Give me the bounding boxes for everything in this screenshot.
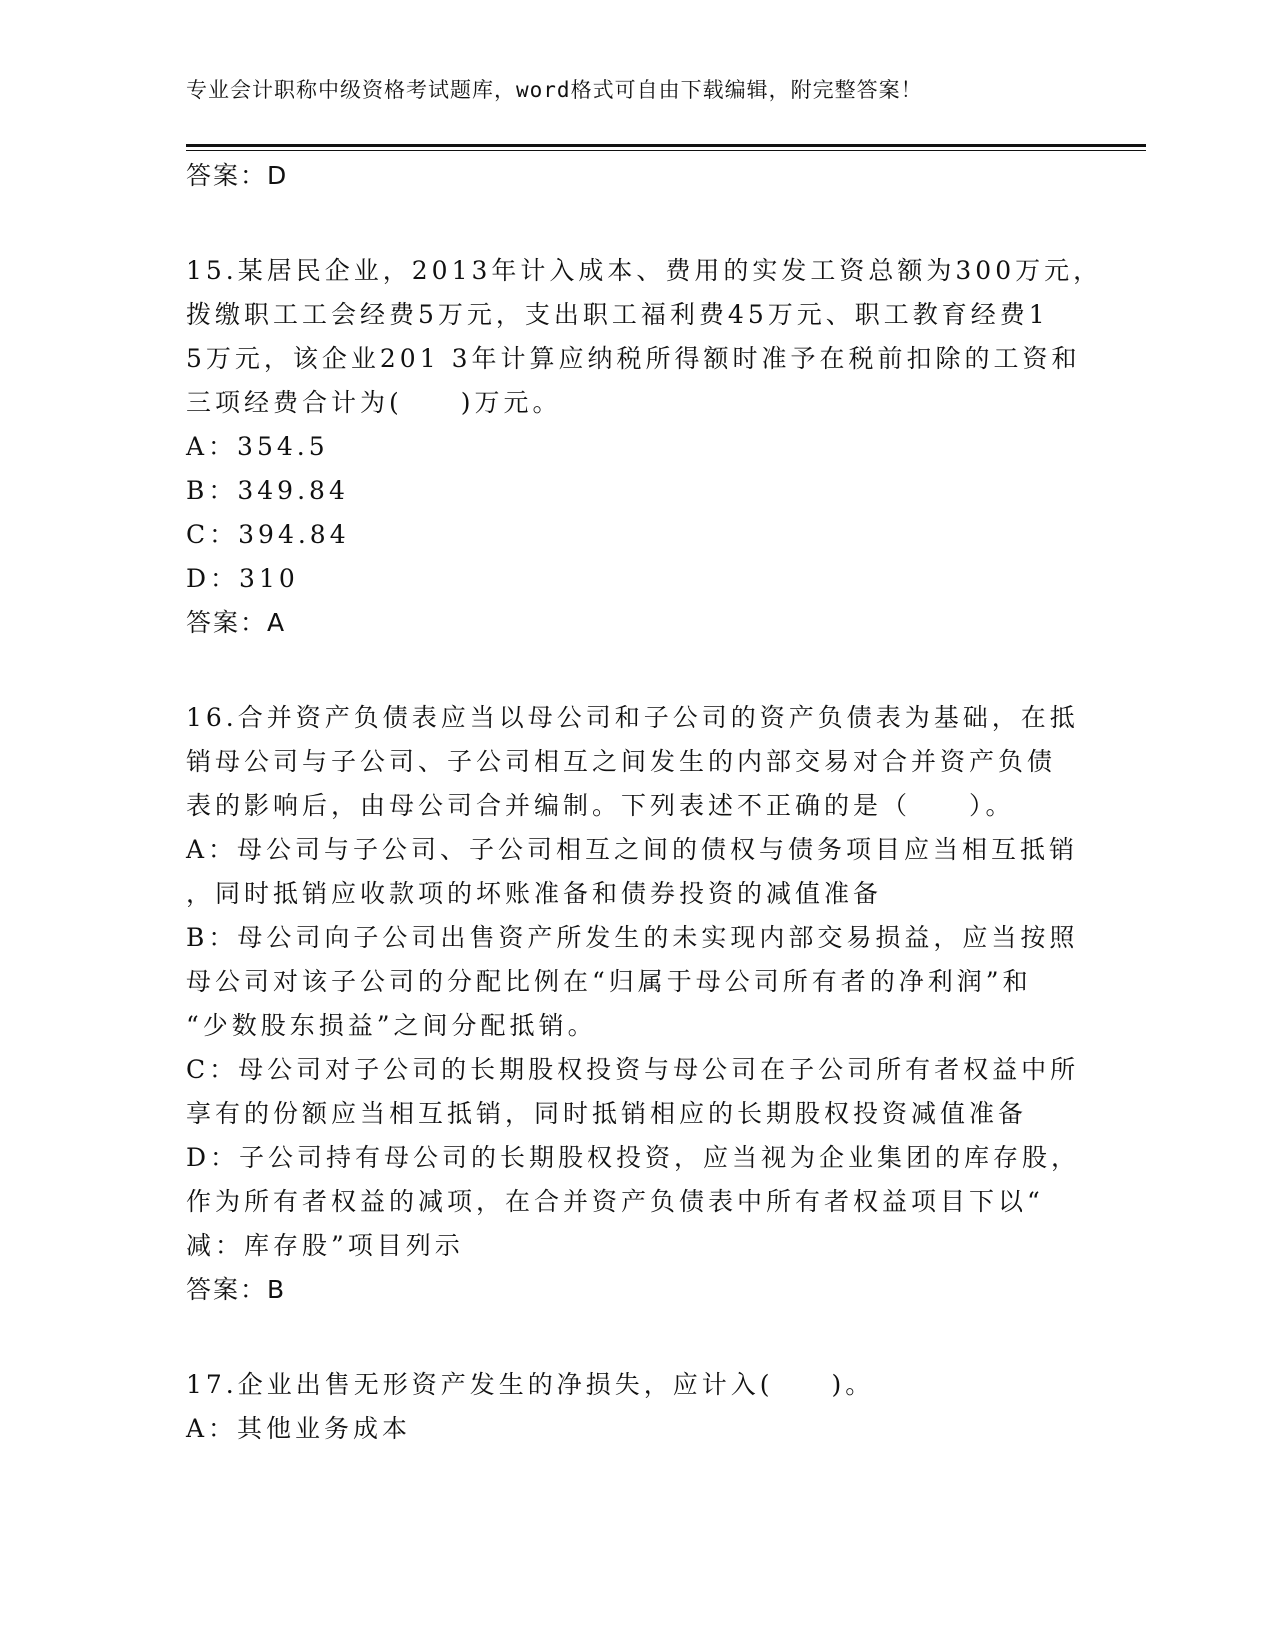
option-a: A：其他业务成本 (186, 1414, 412, 1443)
option-d: D：310 (186, 564, 299, 593)
option-b: B：母公司向子公司出售资产所发生的未实现内部交易损益，应当按照 (186, 923, 1079, 952)
question-text-line: 销母公司与子公司、子公司相互之间发生的内部交易对合并资产负债 (186, 747, 1057, 776)
answer-line: 答案：D (186, 161, 289, 190)
option-c-continued: 享有的份额应当相互抵销，同时抵销相应的长期股权投资减值准备 (186, 1099, 1028, 1128)
question-text-line: 15.某居民企业，2013年计入成本、费用的实发工资总额为300万元， (186, 256, 1103, 285)
option-b-continued: “少数股东损益”之间分配抵销。 (186, 1011, 597, 1040)
option-d: D：子公司持有母公司的长期股权投资，应当视为企业集团的库存股， (186, 1143, 1081, 1172)
option-d-continued: 减：库存股”项目列示 (186, 1231, 464, 1260)
question-text-line: 拨缴职工工会经费5万元，支出职工福利费45万元、职工教育经费1 (186, 300, 1049, 329)
option-b-continued: 母公司对该子公司的分配比例在“归属于母公司所有者的净利润”和 (186, 967, 1032, 996)
question-text-line: 表的影响后，由母公司合并编制。下列表述不正确的是（ ）。 (186, 791, 1015, 820)
option-d-continued: 作为所有者权益的减项，在合并资产负债表中所有者权益项目下以“ (186, 1187, 1044, 1216)
question-17 (186, 1363, 1086, 1451)
question-text-line: 16.合并资产负债表应当以母公司和子公司的资产负债表为基础，在抵 (186, 703, 1079, 732)
question-15 (186, 249, 1103, 645)
option-a: A：母公司与子公司、子公司相互之间的债权与债务项目应当相互抵销 (186, 835, 1079, 864)
option-c: C：母公司对子公司的长期股权投资与母公司在子公司所有者权益中所 (186, 1055, 1080, 1084)
option-a: A：354.5 (186, 432, 329, 461)
question-text-line: 三项经费合计为( )万元。 (186, 388, 562, 417)
answer-line: 答案：A (186, 608, 287, 637)
question-content (186, 150, 1103, 1451)
question-text-line: 17.企业出售无形资产发生的净损失，应计入( )。 (186, 1370, 875, 1399)
option-a-continued: ，同时抵销应收款项的坏账准备和债券投资的减值准备 (186, 879, 883, 908)
answer-line: 答案：B (186, 1275, 287, 1304)
option-b: B：349.84 (186, 476, 349, 505)
page-header: 专业会计职称中级资格考试题库，word格式可自由下载编辑，附完整答案！ (186, 78, 923, 102)
question-text-line: 5万元，该企业201 3年计算应纳税所得额时准予在税前扣除的工资和 (186, 344, 1081, 373)
question-16 (186, 696, 1086, 1312)
option-c: C：394.84 (186, 520, 350, 549)
header-rule-thick (186, 144, 1146, 147)
